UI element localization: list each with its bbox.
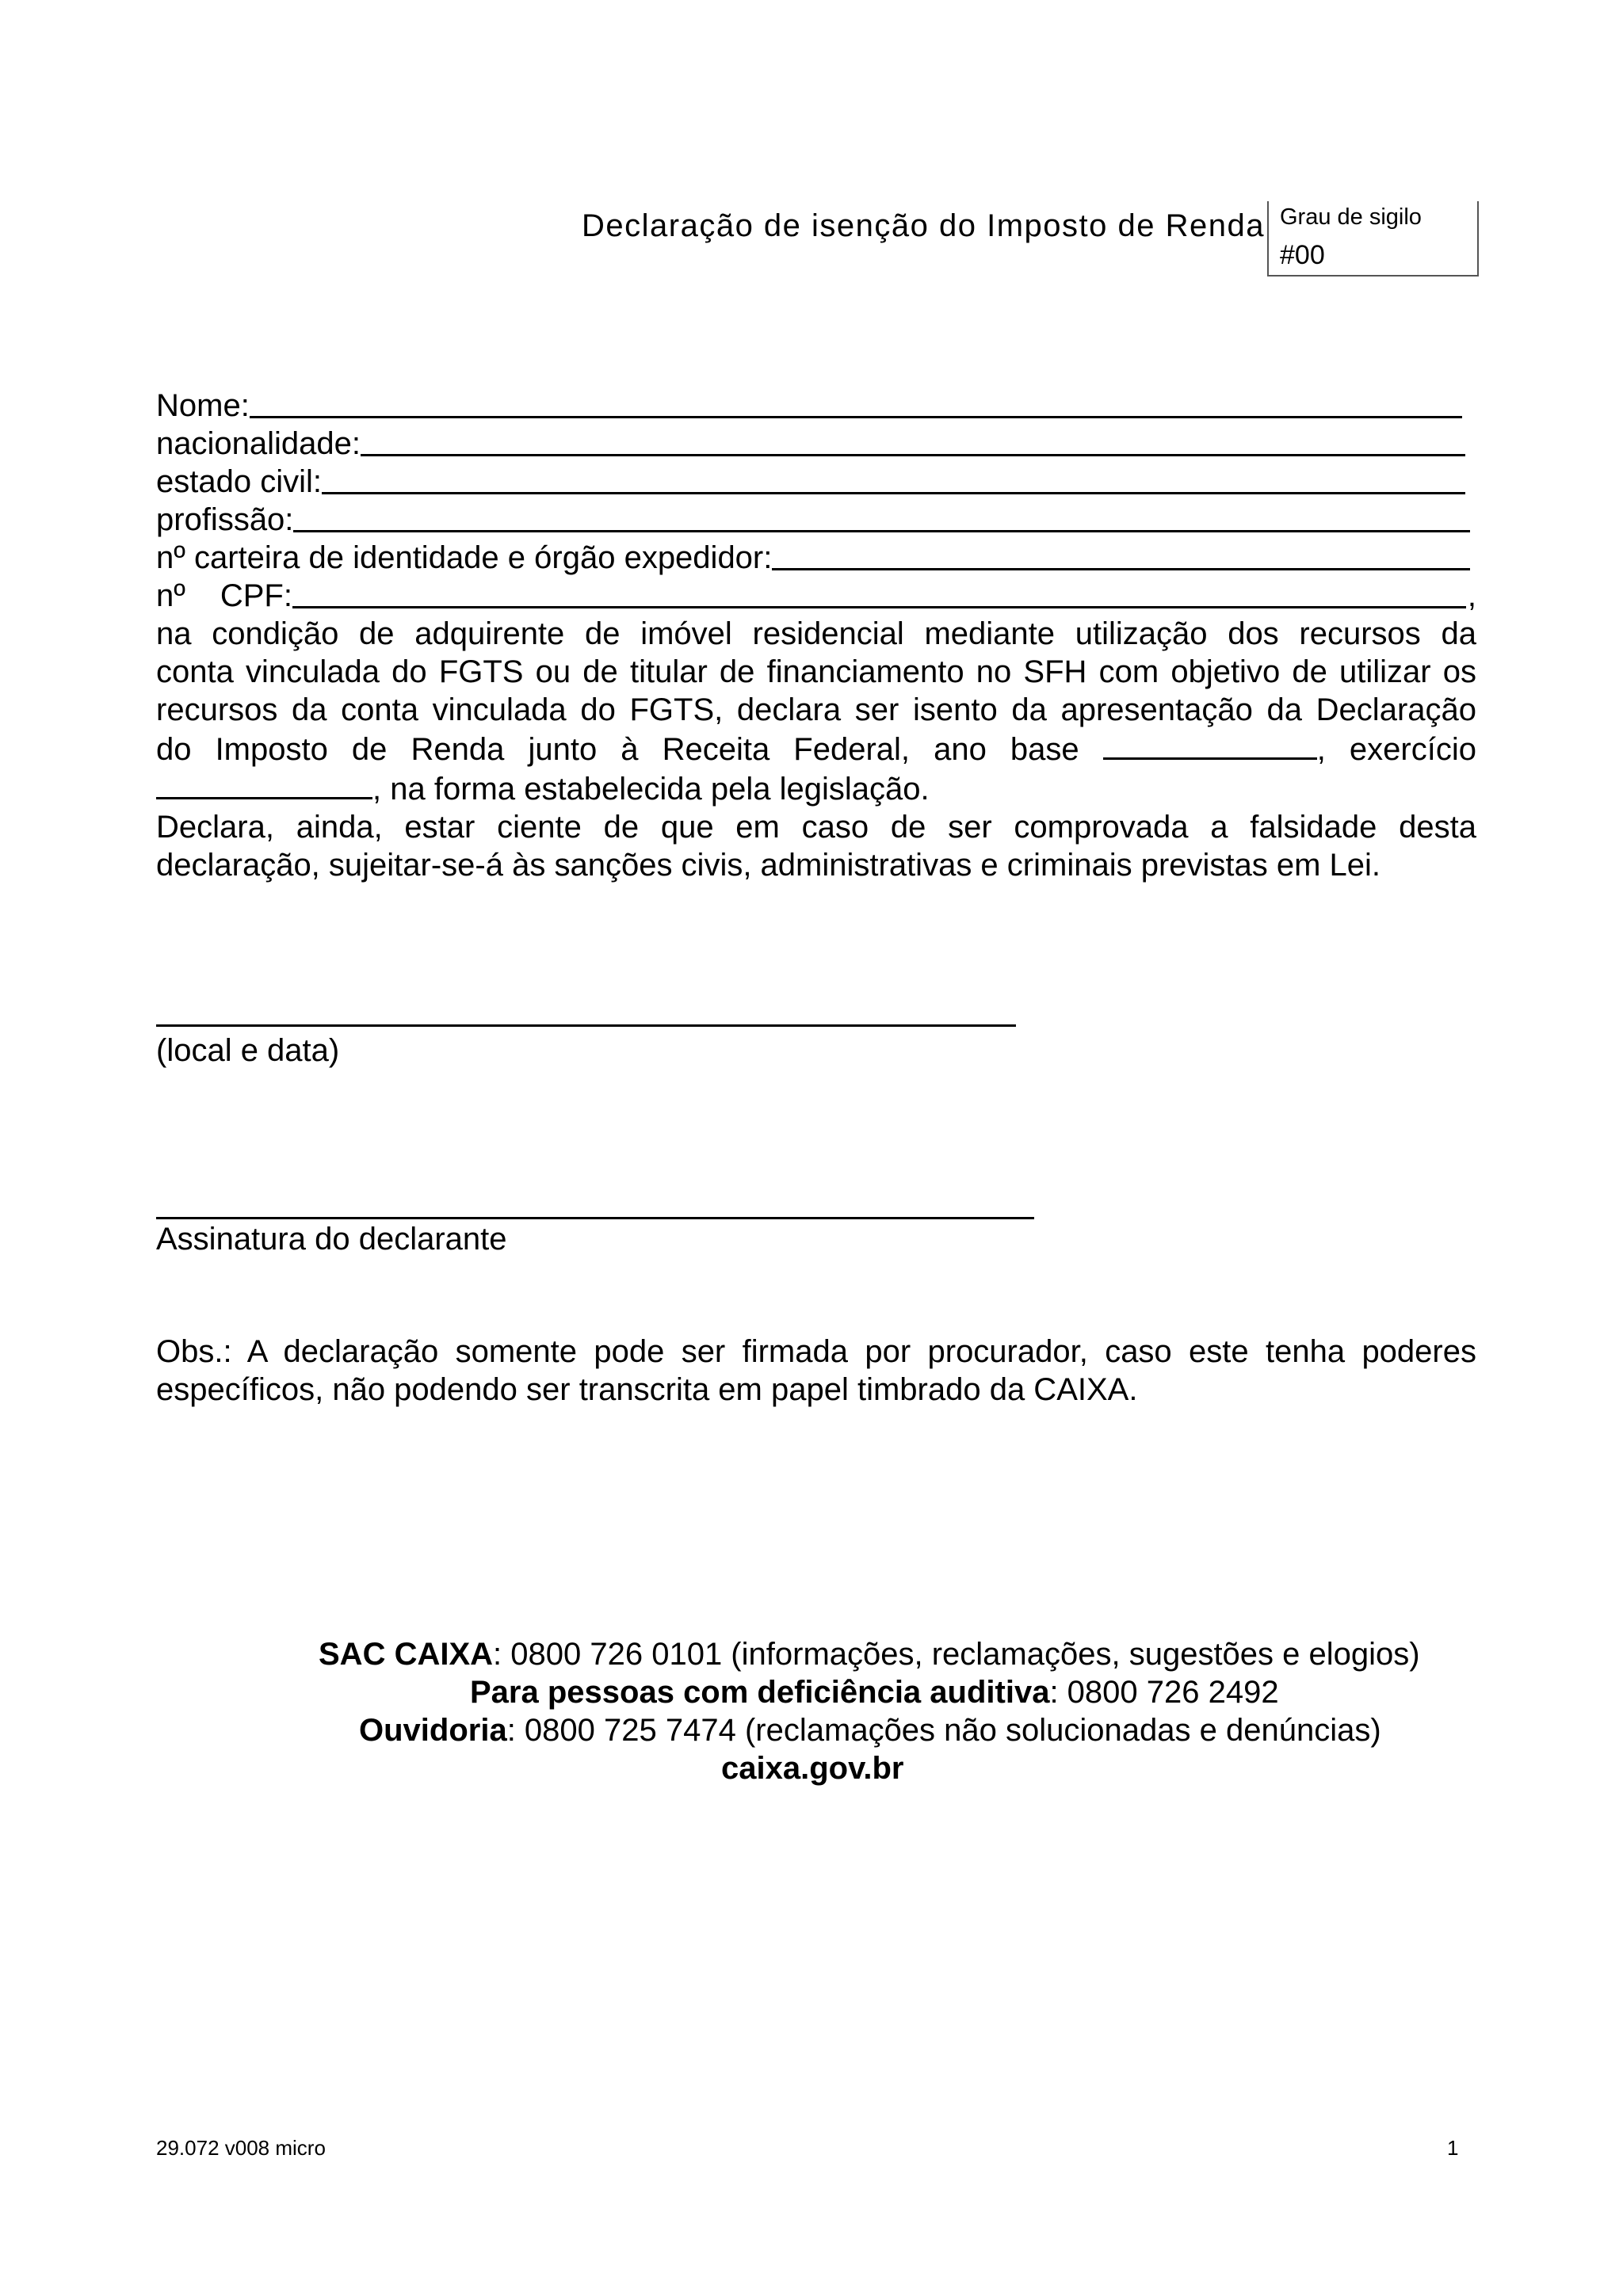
page-number: 1 — [1447, 2136, 1459, 2160]
field-estado-civil-label: estado civil: — [156, 464, 322, 499]
signature-caption: Assinatura do declarante — [156, 1222, 507, 1257]
contact-deficiencia — [470, 1673, 1279, 1711]
field-nacionalidade-label: nacionalidade: — [156, 426, 361, 461]
exercicio-blank[interactable] — [156, 769, 372, 799]
contact-deficiencia-label: Para pessoas com deficiência auditiva — [470, 1675, 1050, 1710]
statement-line-4-text: do Imposto de Renda junto à Receita Federal, ano base — [156, 732, 1079, 767]
contact-ouvidoria — [359, 1711, 1381, 1749]
statement-line-6: Declara, ainda, estar ciente de que em caso de ser comprovada a falsidade desta — [156, 810, 1476, 845]
statement-line-3: recursos da conta vinculada do FGTS, declara ser isento da apresentação da Declaração — [156, 692, 1476, 727]
local-data-line[interactable] — [156, 1024, 1016, 1027]
statement-line-2: conta vinculada do FGTS ou de titular de financiamento no SFH com objetivo de utilizar os — [156, 654, 1476, 689]
confidentiality-label: Grau de sigilo — [1280, 204, 1422, 230]
statement-line-4-tail: , exercício — [1316, 732, 1476, 767]
field-profissao-label: profissão: — [156, 502, 294, 537]
field-identidade-label: nº carteira de identidade e órgão expedidor: — [156, 540, 773, 575]
statement-line-4 — [156, 729, 1476, 769]
field-cpf-comma: , — [1467, 578, 1476, 613]
contact-sac — [319, 1635, 1420, 1673]
local-data-caption: (local e data) — [156, 1033, 340, 1068]
statement-line-7: declaração, sujeitar-se-á às sanções civis, administrativas e criminais previstas em Lei. — [156, 848, 1381, 883]
statement-line-1: na condição de adquirente de imóvel residencial mediante utilização dos recursos da — [156, 616, 1476, 651]
field-cpf — [156, 577, 1476, 615]
field-cpf-prefix: nº — [156, 578, 185, 613]
declaration-body — [156, 387, 1476, 884]
contact-sac-label: SAC CAIXA — [319, 1637, 494, 1672]
observation-line-2: específicos, não podendo ser transcrita em papel timbrado da CAIXA. — [156, 1372, 1138, 1407]
signature-line[interactable] — [156, 1217, 1034, 1219]
field-nome-label: Nome: — [156, 388, 250, 423]
statement-line-5 — [156, 769, 1476, 808]
field-identidade-blank[interactable] — [772, 568, 1470, 570]
form-code: 29.072 v008 micro — [156, 2136, 326, 2160]
document-title: Declaração de isenção do Imposto de Renda — [581, 208, 1265, 243]
confidentiality-value: #00 — [1280, 240, 1325, 270]
field-estado-civil — [156, 463, 1465, 501]
field-identidade — [156, 539, 1470, 577]
field-profissao — [156, 501, 1470, 539]
contact-site — [721, 1749, 903, 1787]
observation-line-1: Obs.: A declaração somente pode ser firmada por procurador, caso este tenha poderes — [156, 1334, 1476, 1369]
field-nacionalidade — [156, 425, 1465, 463]
contact-ouvidoria-label: Ouvidoria — [359, 1713, 507, 1748]
field-nacionalidade-blank[interactable] — [361, 454, 1465, 456]
contact-ouvidoria-text: : 0800 725 7474 (reclamações não solucionadas e denúncias) — [506, 1713, 1381, 1748]
contact-site-link: caixa.gov.br — [721, 1751, 904, 1786]
field-nome — [156, 387, 1462, 425]
ano-base-blank[interactable] — [1103, 729, 1317, 760]
statement-line-5-text: , na forma estabelecida pela legislação. — [372, 772, 930, 807]
field-estado-civil-blank[interactable] — [322, 492, 1465, 494]
confidentiality-box — [1267, 201, 1479, 277]
field-profissao-blank[interactable] — [293, 530, 1470, 532]
contact-deficiencia-text: : 0800 726 2492 — [1049, 1675, 1279, 1710]
field-cpf-blank[interactable] — [292, 606, 1466, 608]
field-cpf-label: CPF: — [220, 578, 292, 613]
observation-note — [156, 1333, 1476, 1409]
contact-sac-text: : 0800 726 0101 (informações, reclamações, sugestões e elogios) — [493, 1637, 1420, 1672]
field-nome-blank[interactable] — [250, 416, 1462, 418]
